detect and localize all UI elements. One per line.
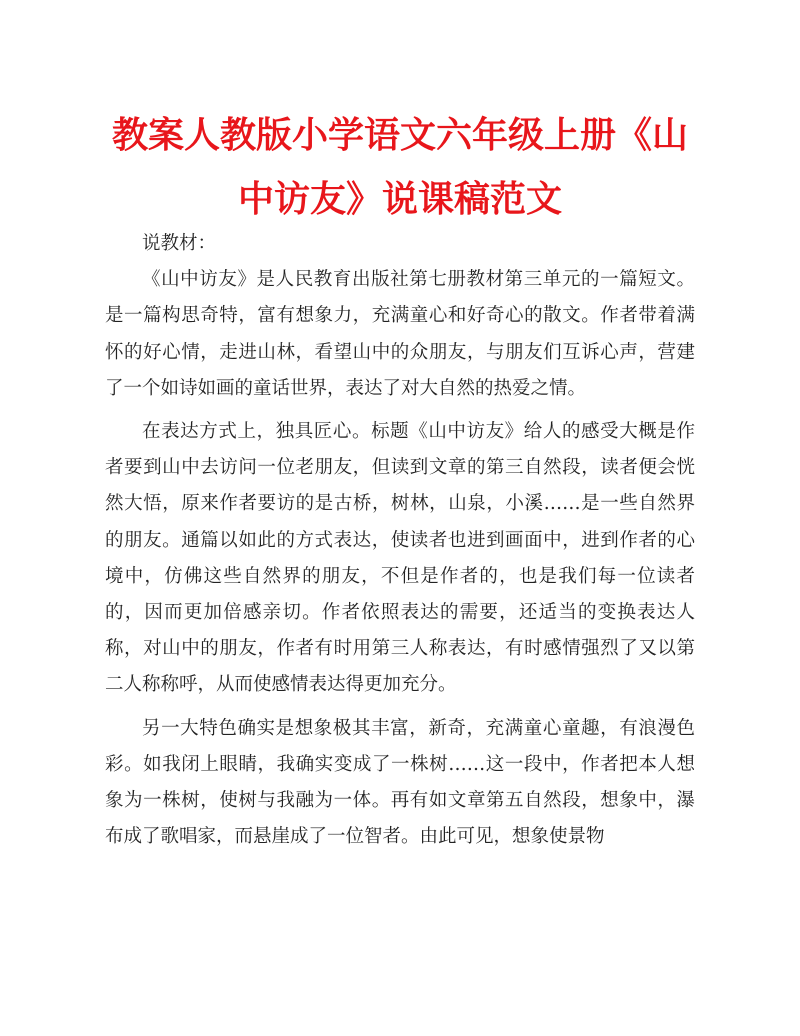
paragraph-3: 另一大特色确实是想象极其丰富，新奇，充满童心童趣，有浪漫色彩。如我闭上眼睛，我确实变成了一株树……这一段中，作者把本人想象为一株树，使树与我融为一体。再有如文章第五自然段，想象中，瀑布成了歌唱家，而悬崖成了一位智者。由此可见，想象使景物 — [105, 717, 695, 848]
paragraph-2: 在表达方式上，独具匠心。标题《山中访友》给人的感受大概是作者要到山中去访问一位老朋友，但读到文章的第三自然段，读者便会恍然大悟，原来作者要访的是古桥，树林，山泉，小溪……是一些自然界的朋友。通篇以如此的方式表达，使读者也进到画面中，进到作者的心境中，仿佛这些自然界的朋友，不但是作者的，也是我们每一位读者的，因而更加倍感亲切。作者依照表达的需要，还适当的变换表达人称，对山中的朋友，作者有时用第三人称表达，有时感情强烈了又以第二人称称呼，从而使感情表达得更加充分。 — [105, 421, 695, 696]
section-label: 说教材： — [142, 233, 217, 254]
document-title: 教案人教版小学语文六年级上册《山中访友》说课稿范文 — [111, 115, 688, 220]
paragraph-1: 《山中访友》是人民教育出版社第七册教材第三单元的一篇短文。是一篇构思奇特，富有想象力，充满童心和好奇心的散文。作者带着满怀的好心情，走进山林，看望山中的众朋友，与朋友们互诉心声，营建了一个如诗如画的童话世界，表达了对大自然的热爱之情。 — [105, 269, 695, 399]
document-body — [105, 226, 695, 855]
